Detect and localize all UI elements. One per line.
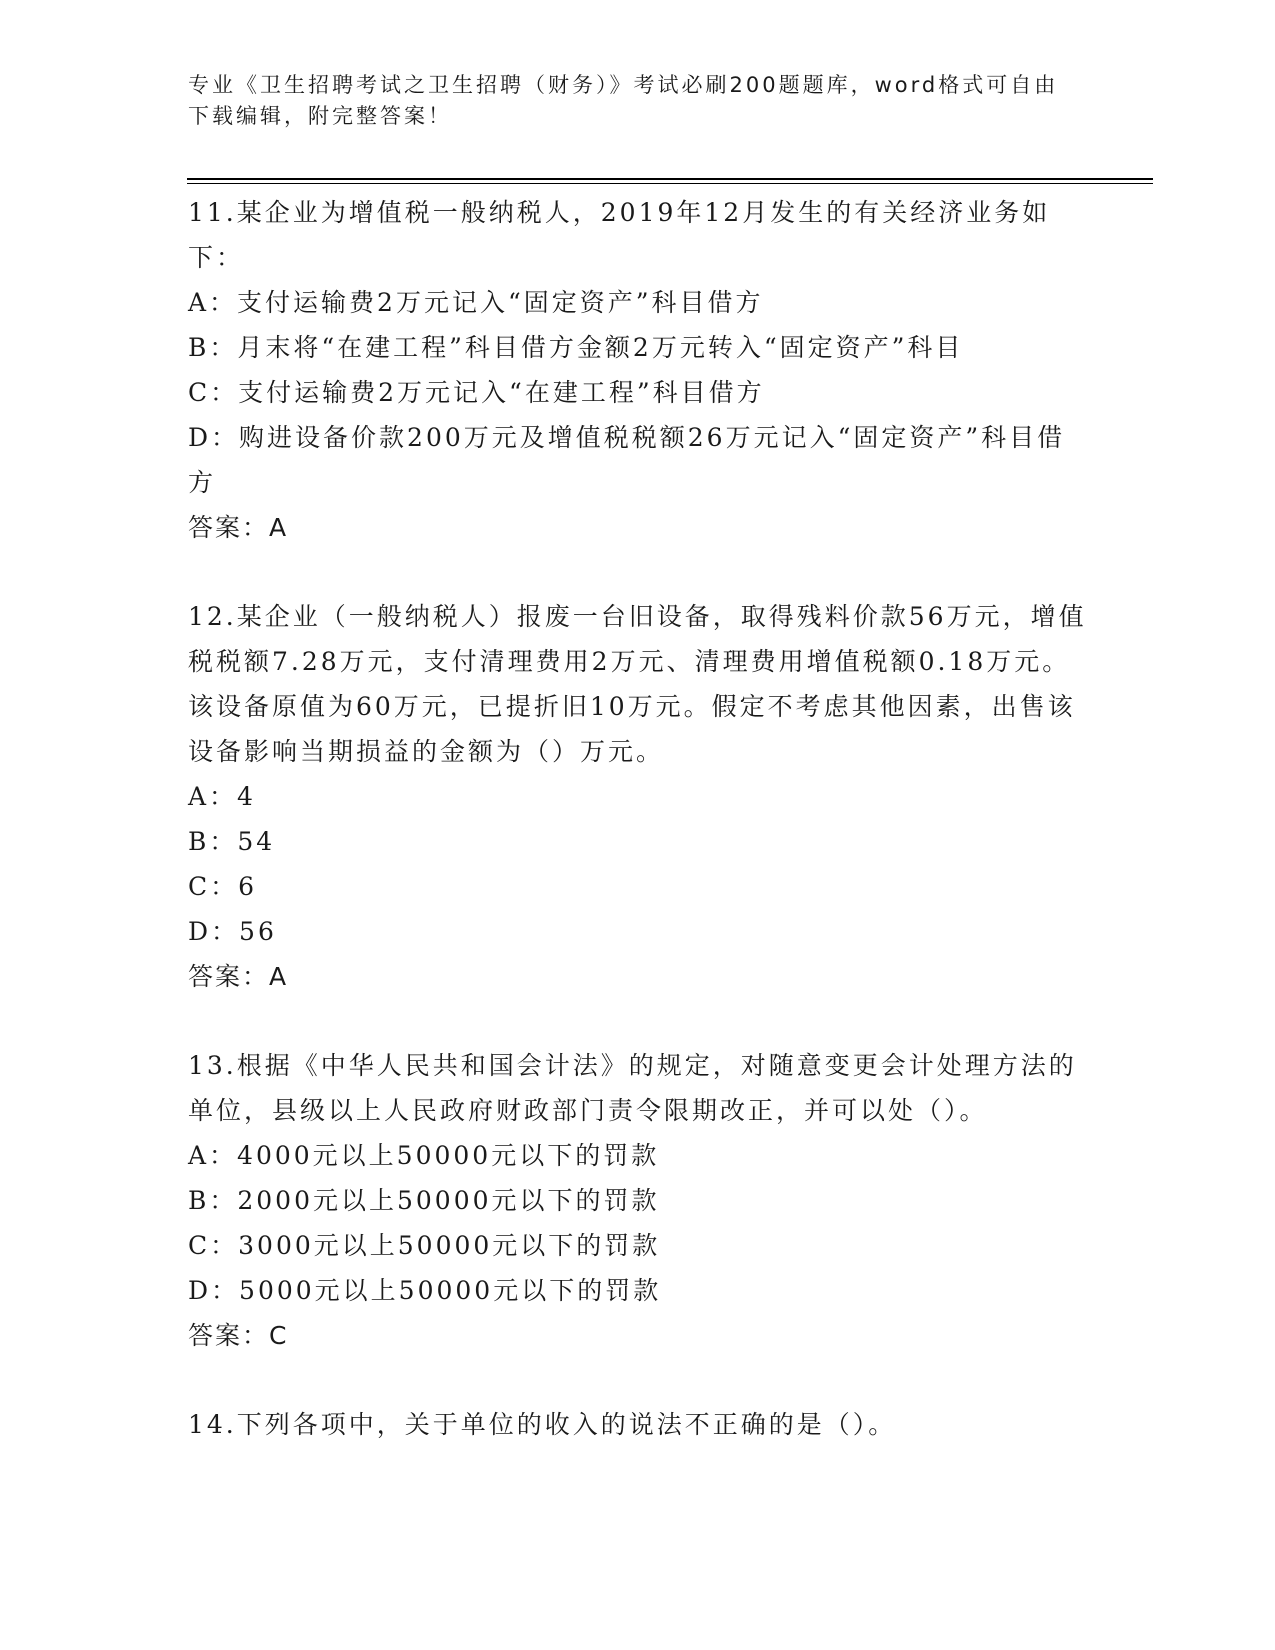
option-a: A：支付运输费2万元记入“固定资产”科目借方 [188, 288, 764, 317]
option-c: C：3000元以上50000元以下的罚款 [188, 1231, 661, 1260]
header-rule-thin [187, 183, 1153, 184]
option-d: D：购进设备价款200万元及增值税税额26万元记入“固定资产”科目借方 [188, 423, 1066, 497]
question-text: 14.下列各项中，关于单位的收入的说法不正确的是（）。 [188, 1410, 897, 1439]
question-text: 13.根据《中华人民共和国会计法》的规定，对随意变更会计处理方法的单位，县级以上人民政府财政部门责令限期改正，并可以处（）。 [188, 1051, 1077, 1125]
option-b: B：2000元以上50000元以下的罚款 [188, 1186, 660, 1215]
answer: 答案：A [188, 513, 289, 542]
option-c: C：支付运输费2万元记入“在建工程”科目借方 [188, 378, 765, 407]
question-list [188, 190, 1088, 1447]
header-rule-thick [187, 178, 1153, 180]
question-11 [188, 190, 1088, 550]
question-14 [188, 1402, 1088, 1447]
question-12 [188, 594, 1088, 999]
question-text: 12.某企业（一般纳税人）报废一台旧设备，取得残料价款56万元，增值税税额7.28万元，支付清理费用2万元、清理费用增值税额0.18万元。该设备原值为60万元，已提折旧10万元。假定不考虑其他因素，出售该设备影响当期损益的金额为（）万元。 [188, 602, 1087, 766]
option-b: B：54 [188, 827, 276, 856]
document-header [188, 70, 1068, 132]
option-d: D：5000元以上50000元以下的罚款 [188, 1276, 662, 1305]
question-13 [188, 1043, 1088, 1358]
option-a: A：4000元以上50000元以下的罚款 [188, 1141, 660, 1170]
question-text: 11.某企业为增值税一般纳税人，2019年12月发生的有关经济业务如下： [188, 198, 1051, 272]
option-c: C：6 [188, 872, 258, 901]
answer: 答案：C [188, 1321, 289, 1350]
option-b: B：月末将“在建工程”科目借方金额2万元转入“固定资产”科目 [188, 333, 964, 362]
header-intro-text: 专业《卫生招聘考试之卫生招聘（财务）》考试必刷200题题库，word格式可自由下载编辑，附完整答案！ [188, 73, 1059, 128]
answer: 答案：A [188, 962, 289, 991]
option-d: D：56 [188, 917, 277, 946]
option-a: A：4 [188, 782, 256, 811]
